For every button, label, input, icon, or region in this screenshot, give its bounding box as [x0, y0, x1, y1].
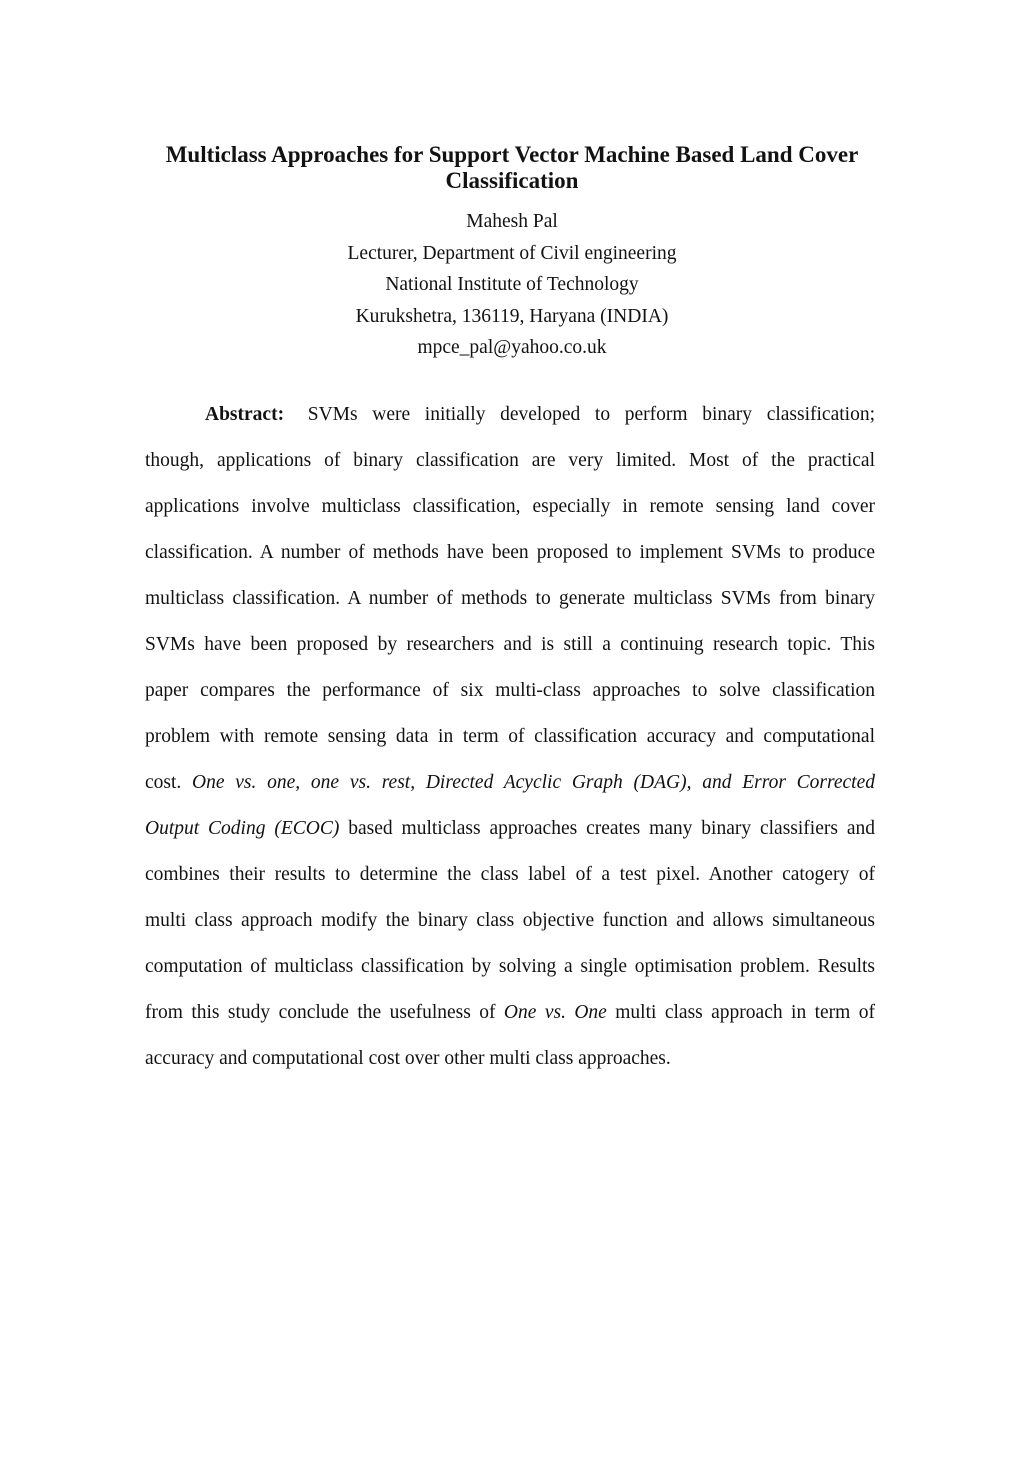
abstract-line: [145, 898, 875, 944]
author-address: Kurukshetra, 136119, Haryana (INDIA): [355, 305, 669, 327]
abstract-line: [145, 760, 875, 806]
abstract-text-run: multi class approach modify the binary class objective function and allows simultaneous: [145, 909, 875, 931]
abstract-text-run: multi class approach in term of: [606, 1001, 875, 1023]
abstract-line: [145, 852, 875, 898]
abstract-line: [145, 484, 875, 530]
paper-title-line-2: Classification: [445, 168, 579, 193]
abstract-line: [145, 944, 875, 990]
paper-title: [145, 142, 879, 194]
abstract-line: [145, 576, 875, 622]
abstract-text-run: accuracy and computational cost over other multi class approaches.: [145, 1047, 671, 1069]
abstract-text-run: SVMs have been proposed by researchers and is still a continuing research topic. This: [145, 633, 875, 655]
paper-page: [0, 142, 1024, 1467]
abstract-text-run: SVMs were initially developed to perform binary classification;: [293, 403, 875, 425]
author-institute: National Institute of Technology: [385, 274, 639, 295]
abstract-text-run: cost.: [145, 771, 193, 793]
abstract-line: [145, 392, 875, 438]
abstract-text-run: paper compares the performance of six multi-class approaches to solve classification: [145, 679, 875, 701]
abstract-text-run: from this study conclude the usefulness of: [145, 1001, 504, 1023]
abstract-text-run: though, applications of binary classification are very limited. Most of the practical: [145, 449, 875, 471]
abstract-text-run: One vs. One: [503, 1001, 607, 1023]
abstract-label: Abstract:: [205, 403, 285, 425]
abstract-text-run: combines their results to determine the class label of a test pixel. Another catogery of: [145, 863, 875, 885]
abstract-text-run: multiclass classification. A number of methods to generate multiclass SVMs from binary: [145, 587, 875, 609]
abstract-text-run: applications involve multiclass classification, especially in remote sensing land cover: [145, 495, 875, 517]
abstract-line: [145, 530, 875, 576]
abstract-text-run: based multiclass approaches creates many binary classifiers and: [339, 817, 875, 839]
abstract-line: [145, 668, 875, 714]
author-block: [145, 206, 879, 364]
abstract-line: [145, 438, 875, 484]
abstract-line: [145, 806, 875, 852]
abstract-line: [145, 990, 875, 1036]
abstract-line: [145, 714, 875, 760]
abstract-text-run: problem with remote sensing data in term of classification accuracy and computational: [145, 725, 875, 747]
abstract-paragraph: [145, 392, 875, 1082]
abstract-line: [145, 1036, 875, 1082]
abstract-text-run: computation of multiclass classification by solving a single optimisation problem. Results: [145, 955, 875, 977]
abstract-text-run: One vs. one, one vs. rest, Directed Acyclic Graph (DAG), and Error Corrected: [192, 771, 875, 793]
author-name: Mahesh Pal: [466, 211, 558, 232]
paper-title-line-1: Multiclass Approaches for Support Vector Machine Based Land Cover: [165, 142, 859, 167]
abstract-text-run: Output Coding (ECOC): [145, 817, 340, 839]
abstract-line: [145, 622, 875, 668]
author-email: mpce_pal@yahoo.co.uk: [417, 337, 607, 358]
abstract-text-run: classification. A number of methods have been proposed to implement SVMs to produce: [145, 541, 875, 563]
author-position: Lecturer, Department of Civil engineering: [347, 242, 677, 264]
